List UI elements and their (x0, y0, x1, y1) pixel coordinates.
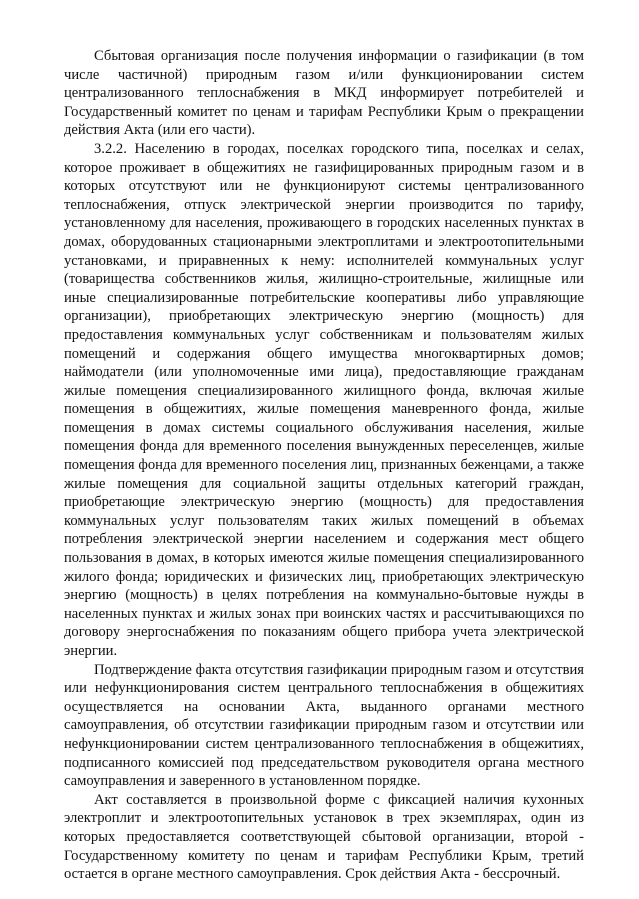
document-page (64, 47, 584, 884)
paragraph-confirmation: Подтверждение факта отсутствия газификации природным газом и отсутствия или нефункционирования систем центрального теплоснабжения в общежитиях осуществляется на основании Акта, выданного органами местного самоуправления, об отсутствии газификации природным газом и отсутствии или нефункционировании систем централизованного теплоснабжения в общежитиях, подписанного комиссией под председательством руководителя органа местного самоуправления и заверенного в установленном порядке. (64, 661, 584, 790)
paragraph-act: Акт составляется в произвольной форме с фиксацией наличия кухонных электроплит и электроотопительных установок в трех экземплярах, один из которых предоставляется соответствующей сбытовой организации, второй - Государственному комитету по ценам и тарифам Республики Крым, третий остается в органе местного самоуправления. Срок действия Акта - бессрочный. (64, 791, 584, 883)
paragraph-3-2-2: 3.2.2. Населению в городах, поселках городского типа, поселках и селах, которое проживает в общежитиях не газифицированных природным газом и в которых отсутствуют или не функционируют системы централизованного теплоснабжения, отпуск электрической энергии производится по тарифу, установленному для населения, проживающего в городских населенных пунктах в домах, оборудованных стационарными электроплитами и электроотопительными установками, и приравненных к нему: исполнителей коммунальных услуг (товарищества собственников жилья, жилищно-строительные, жилищные или иные специализированные потребительские кооперативы либо управляющие организации), приобретающих электрическую энергию (мощность) для предоставления коммунальных услуг собственникам и пользователям жилых помещений и содержания общего имущества многоквартирных домов; наймодатели (или уполномоченные ими лица), предоставляющие гражданам жилые помещения специализированного жилищного фонда, включая жилые помещения в общежитиях, жилые помещения маневренного фонда, жилые помещения в домах системы социального обслуживания населения, жилые помещения фонда для временного поселения вынужденных переселенцев, жилые помещения фонда для временного поселения лиц, признанных беженцами, а также жилые помещения для социальной защиты отдельных категорий граждан, приобретающие электрическую энергию (мощность) для предоставления коммунальных услуг пользователям таких жилых помещений в объемах потребления электрической энергии населением и содержания мест общего пользования в домах, в которых имеются жилые помещения специализированного жилого фонда; юридических и физических лиц, приобретающих электрическую энергию (мощность) в целях потребления на коммунально-бытовые нужды в населенных пунктах и жилых зонах при воинских частях и рассчитывающихся по договору энергоснабжения по показаниям общего прибора учета электрической энергии. (64, 140, 584, 659)
paragraph-notification: Сбытовая организация после получения информации о газификации (в том числе частичной) природным газом и/или функционировании систем централизованного теплоснабжения в МКД информирует потребителей и Государственный комитет по ценам и тарифам Республики Крым о прекращении действия Акта (или его части). (64, 48, 584, 139)
